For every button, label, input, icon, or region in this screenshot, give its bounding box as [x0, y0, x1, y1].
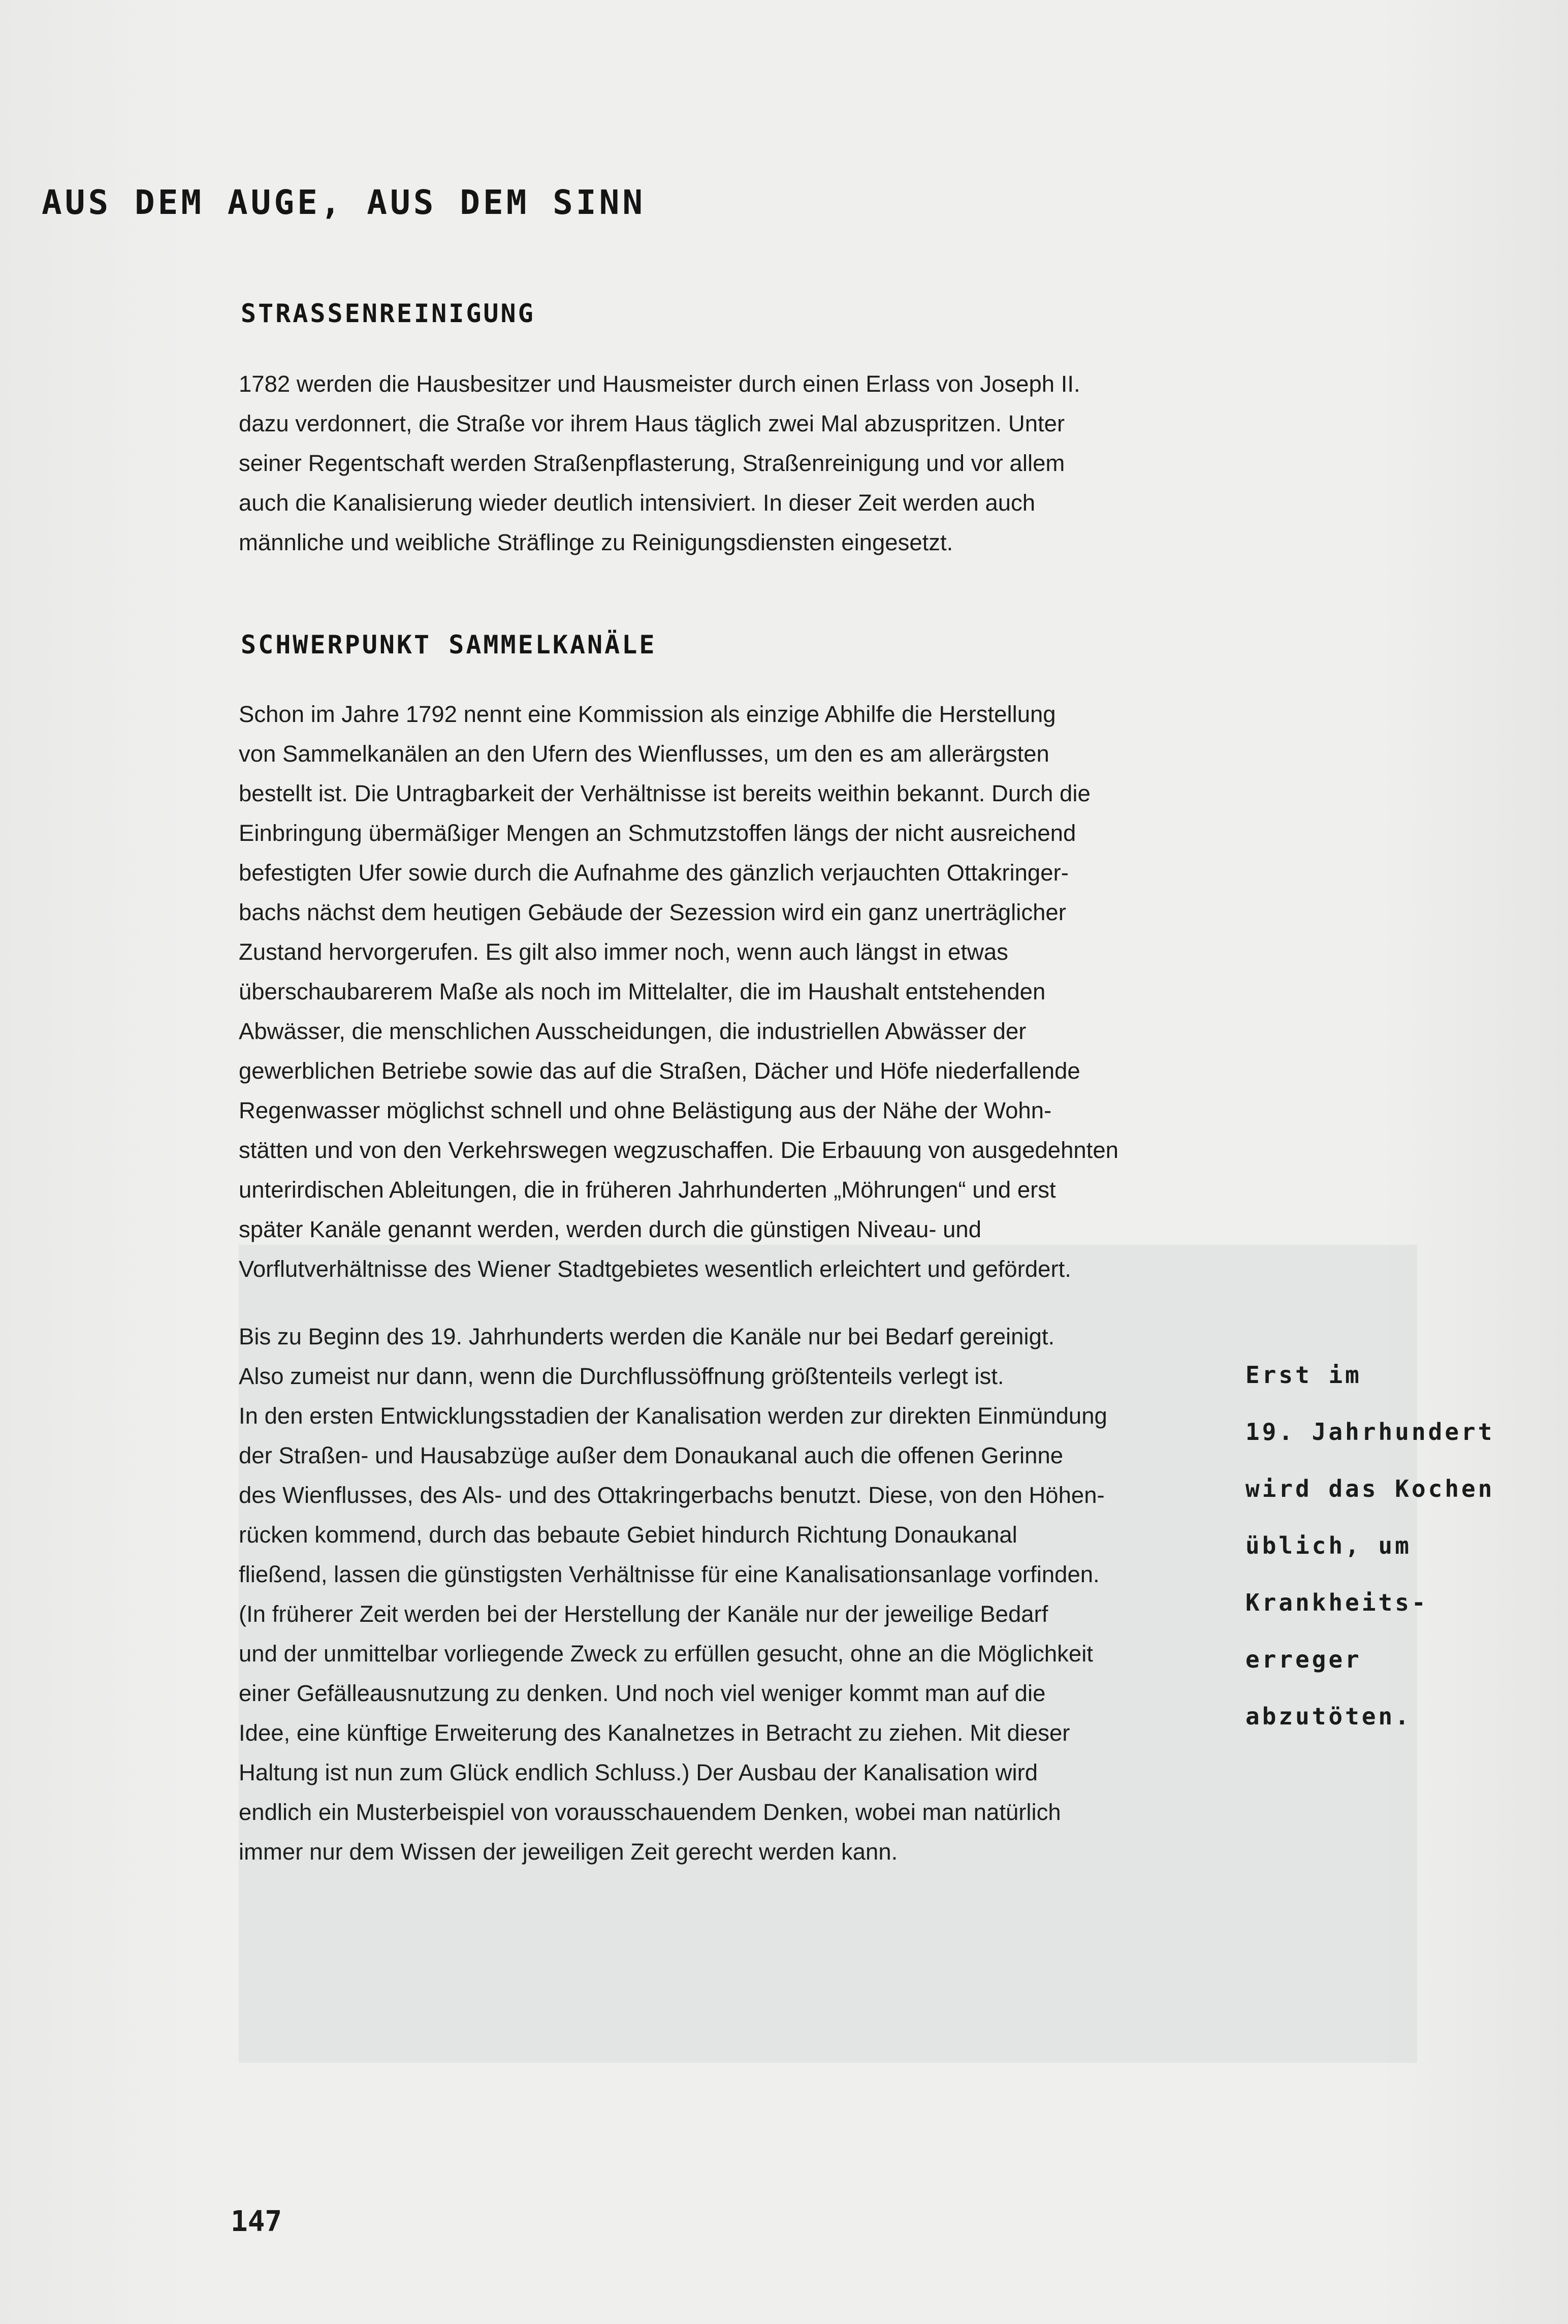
text-line: bestellt ist. Die Untragbarkeit der Verhältnisse ist bereits weithin bekannt. Durch die: [239, 780, 1091, 806]
text-line: Vorflutverhältnisse des Wiener Stadtgebietes wesentlich erleichtert und gefördert.: [239, 1256, 1071, 1282]
text-line: einer Gefälleausnutzung zu denken. Und noch viel weniger kommt man auf die: [239, 1680, 1046, 1706]
text-line: überschaubarerem Maße als noch im Mittelalter, die im Haushalt entstehenden: [239, 979, 1046, 1004]
text-line: Regenwasser möglichst schnell und ohne Belästigung aus der Nähe der Wohn-: [239, 1097, 1052, 1123]
text-line: stätten und von den Verkehrswegen wegzuschaffen. Die Erbauung von ausgedehnten: [239, 1137, 1118, 1163]
pull-quote-line: Krankheits-: [1245, 1589, 1428, 1616]
pull-quote-line: wird das Kochen: [1245, 1475, 1495, 1502]
text-line: später Kanäle genannt werden, werden durch die günstigen Niveau- und: [239, 1216, 982, 1242]
section-heading-schwerpunkt-sammelkanaele: SCHWERPUNKT SAMMELKANÄLE: [241, 630, 657, 659]
text-line: immer nur dem Wissen der jeweiligen Zeit gerecht werden kann.: [239, 1839, 898, 1865]
paragraph-strassenreinigung: [239, 364, 1214, 562]
pull-quote-line: erreger: [1245, 1646, 1362, 1673]
text-line: Idee, eine künftige Erweiterung des Kanalnetzes in Betracht zu ziehen. Mit dieser: [239, 1720, 1070, 1746]
text-line: der Straßen- und Hausabzüge außer dem Donaukanal auch die offenen Gerinne: [239, 1442, 1064, 1468]
pull-quote-line: Erst im: [1245, 1361, 1362, 1389]
text-line: dazu verdonnert, die Straße vor ihrem Haus täglich zwei Mal abzuspritzen. Unter: [239, 411, 1065, 436]
paragraph-sammelkanaele-1: [239, 695, 1214, 1289]
page-number: 147: [231, 2205, 282, 2238]
pull-quote-line: üblich, um: [1245, 1532, 1412, 1559]
paragraph-sammelkanaele-2: [239, 1317, 1214, 1872]
text-line: rücken kommend, durch das bebaute Gebiet hindurch Richtung Donaukanal: [239, 1522, 1017, 1548]
text-line: und der unmittelbar vorliegende Zweck zu erfüllen gesucht, ohne an die Möglichkeit: [239, 1641, 1093, 1667]
text-line: männliche und weibliche Sträflinge zu Reinigungsdiensten eingesetzt.: [239, 529, 953, 555]
text-line: Also zumeist nur dann, wenn die Durchflussöffnung größtenteils verlegt ist.: [239, 1363, 1004, 1389]
text-line: Einbringung übermäßiger Mengen an Schmutzstoffen längs der nicht ausreichend: [239, 820, 1076, 846]
text-line: des Wienflusses, des Als- und des Ottakringerbachs benutzt. Diese, von den Höhen-: [239, 1482, 1105, 1508]
pull-quote: [1245, 1346, 1494, 1745]
text-line: fließend, lassen die günstigsten Verhältnisse für eine Kanalisationsanlage vorfinden.: [239, 1561, 1100, 1587]
chapter-title: AUS DEM AUGE, AUS DEM SINN: [42, 183, 646, 222]
text-line: 1782 werden die Hausbesitzer und Hausmeister durch einen Erlass von Joseph II.: [239, 371, 1080, 397]
text-line: Haltung ist nun zum Glück endlich Schluss.) Der Ausbau der Kanalisation wird: [239, 1760, 1038, 1785]
text-line: befestigten Ufer sowie durch die Aufnahme des gänzlich verjauchten Ottakringer-: [239, 860, 1069, 886]
text-line: bachs nächst dem heutigen Gebäude der Sezession wird ein ganz unerträglicher: [239, 899, 1066, 925]
text-line: seiner Regentschaft werden Straßenpflasterung, Straßenreinigung und vor allem: [239, 450, 1065, 476]
text-line: Bis zu Beginn des 19. Jahrhunderts werden die Kanäle nur bei Bedarf gereinigt.: [239, 1324, 1055, 1349]
text-line: auch die Kanalisierung wieder deutlich intensiviert. In dieser Zeit werden auch: [239, 490, 1036, 516]
text-line: Abwässer, die menschlichen Ausscheidungen, die industriellen Abwässer der: [239, 1018, 1027, 1044]
text-line: unterirdischen Ableitungen, die in früheren Jahrhunderten „Möhrungen“ und erst: [239, 1177, 1056, 1203]
text-line: Schon im Jahre 1792 nennt eine Kommission als einzige Abhilfe die Herstellung: [239, 701, 1056, 727]
text-line: endlich ein Musterbeispiel von vorausschauendem Denken, wobei man natürlich: [239, 1799, 1061, 1825]
text-line: gewerblichen Betriebe sowie das auf die Straßen, Dächer und Höfe niederfallende: [239, 1058, 1080, 1084]
text-line: Zustand hervorgerufen. Es gilt also immer noch, wenn auch längst in etwas: [239, 939, 1008, 965]
pull-quote-line: abzutöten.: [1245, 1703, 1412, 1730]
text-line: In den ersten Entwicklungsstadien der Kanalisation werden zur direkten Einmündung: [239, 1403, 1107, 1429]
pull-quote-line: 19. Jahrhundert: [1245, 1418, 1495, 1446]
section-heading-strassenreinigung: STRASSENREINIGUNG: [241, 299, 535, 328]
text-line: (In früherer Zeit werden bei der Herstellung der Kanäle nur der jeweilige Bedarf: [239, 1601, 1048, 1627]
text-line: von Sammelkanälen an den Ufern des Wienflusses, um den es am allerärgsten: [239, 741, 1049, 767]
